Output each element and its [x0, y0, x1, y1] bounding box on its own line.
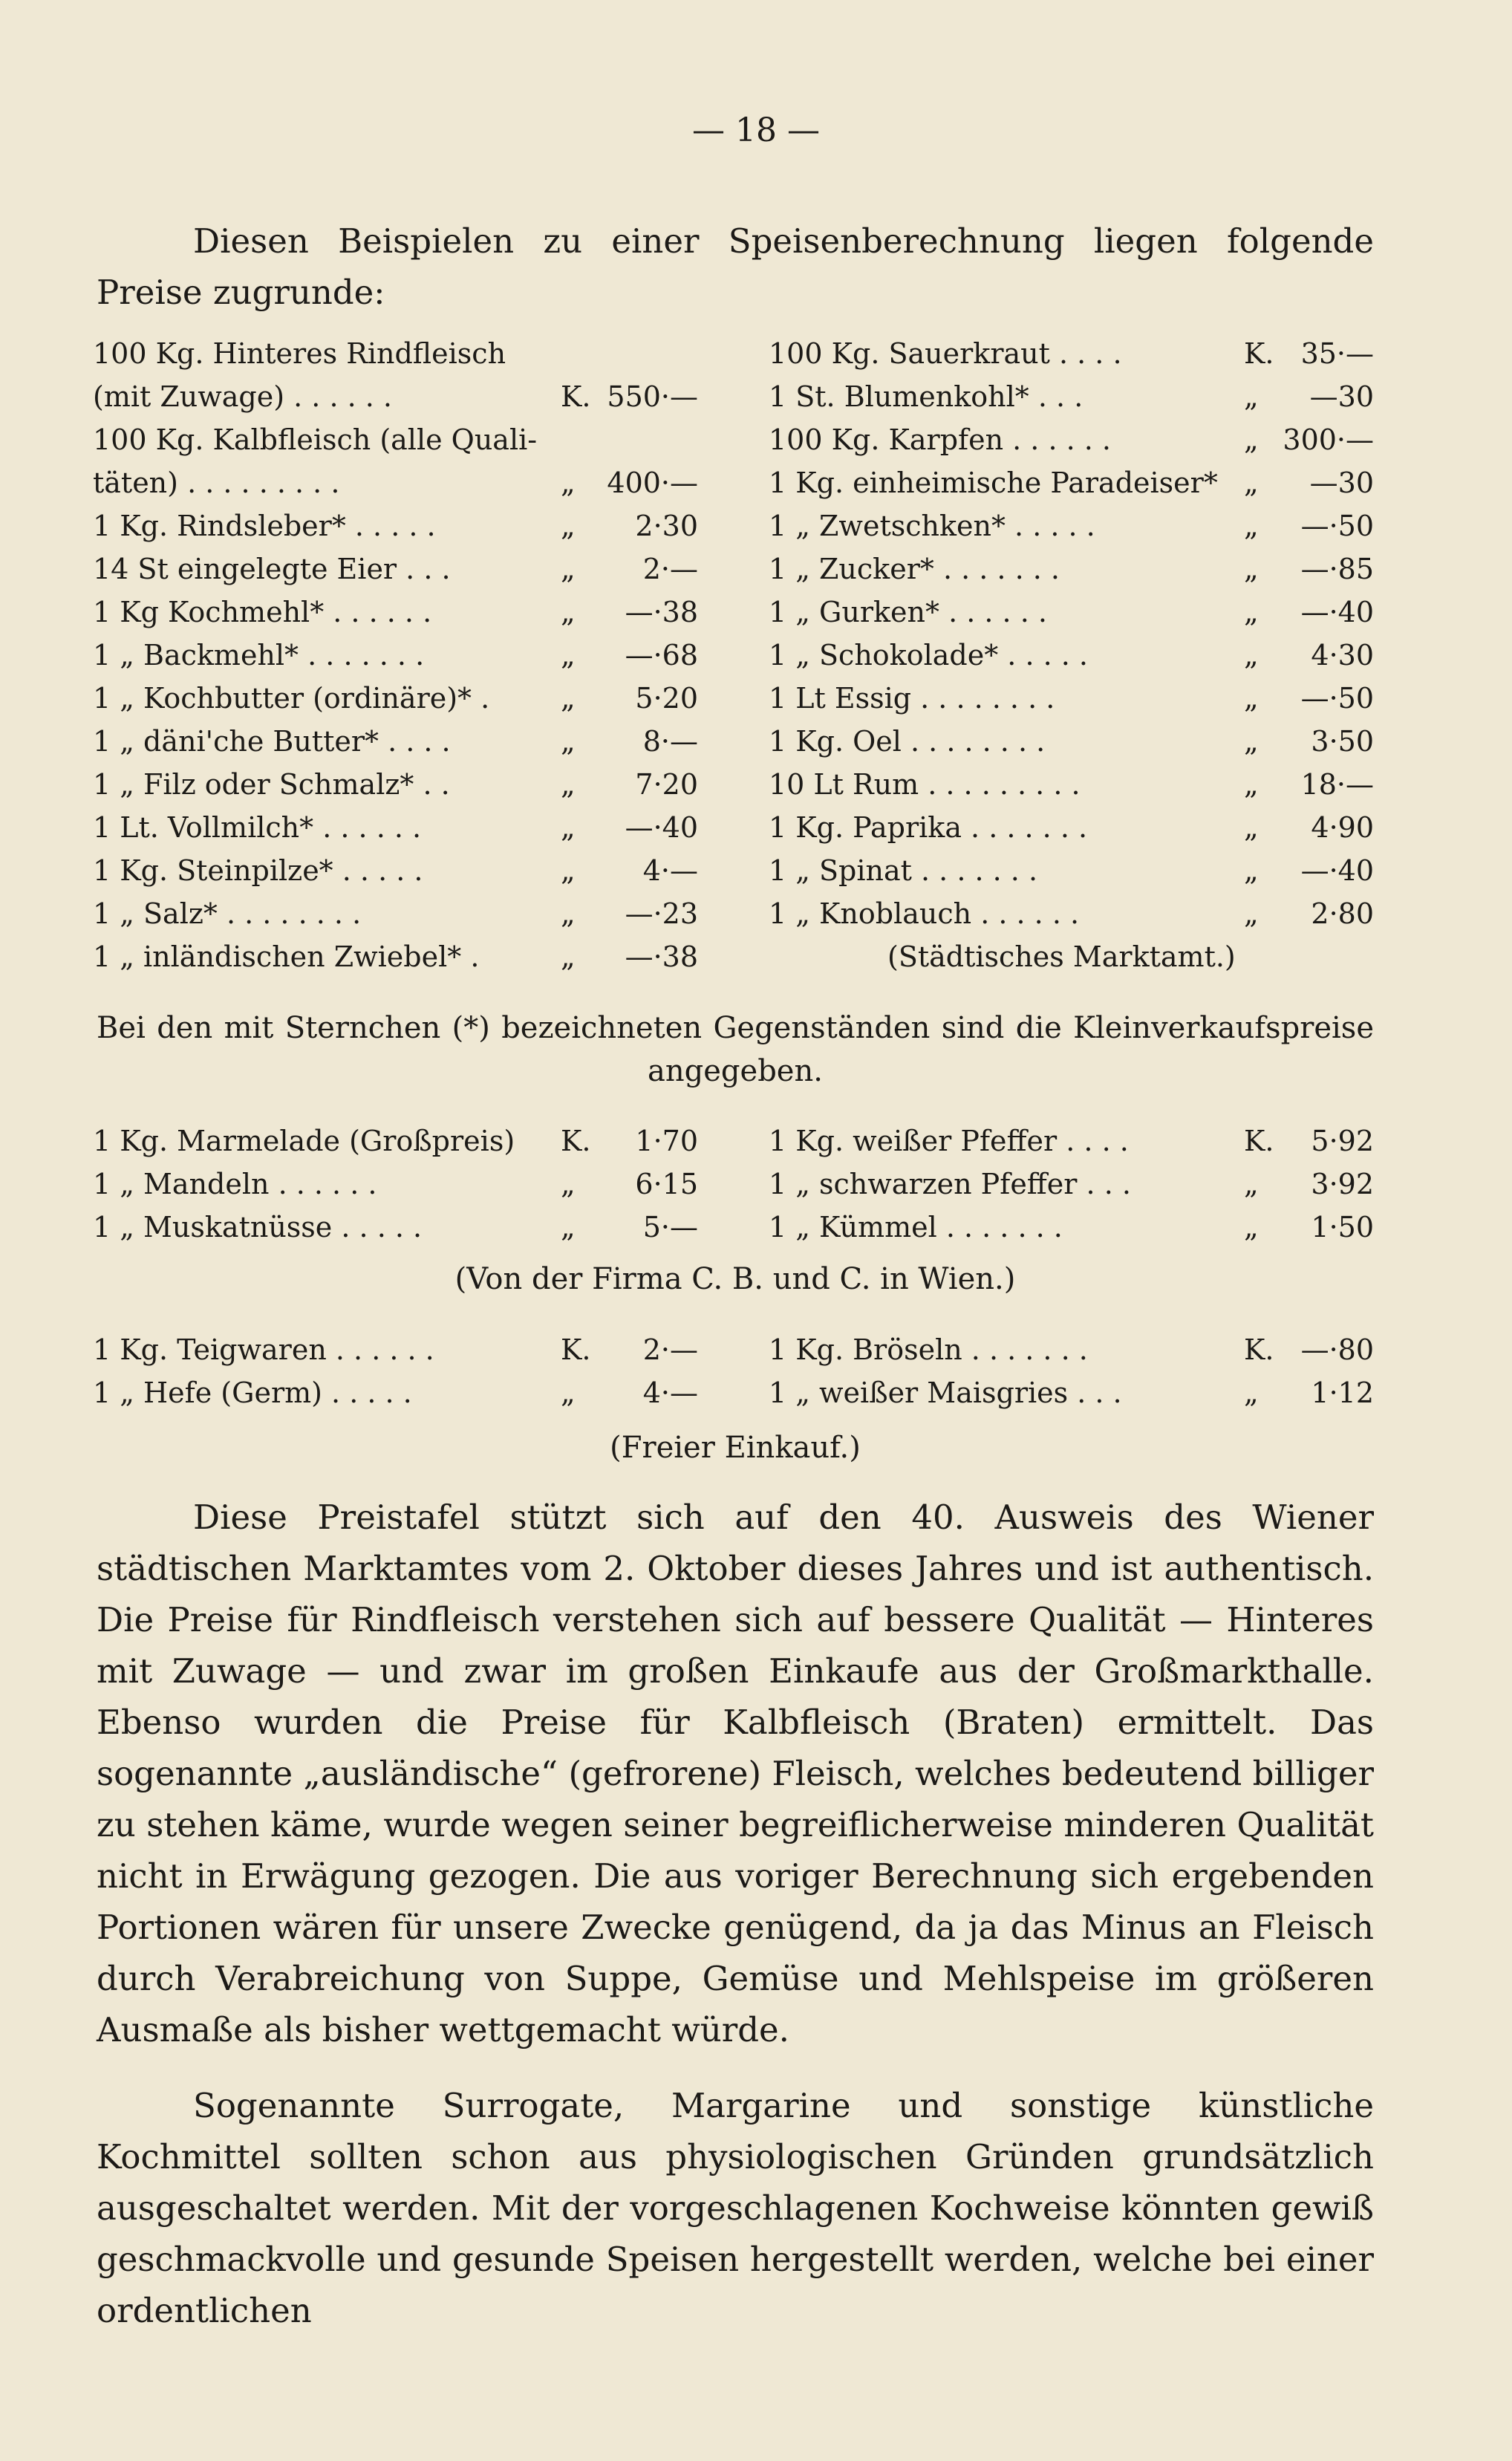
table-row: 1 Kg. Steinpilze* . . . . . „ 4·—: [93, 854, 698, 887]
table-row: 1 Kg. Paprika . . . . . . . „ 4·90: [769, 811, 1374, 844]
body-paragraph: Diese Preistafel stützt sich auf den 40. Ausweis des Wiener städtischen Marktamtes vom 2. Oktober dieses Jahres und ist authentisch. Die Preise für Rindfleisch verstehen sich auf bessere Qualität — Hinteres mit Zuwage — und zwar im großen Einkaufe aus der Großmarkthalle. Ebenso wurden die Preise für Kalbfleisch (Braten) ermittelt. Das sogenannte „ausländische“ (gefrorene) Fleisch, welches bedeutend billiger zu stehen käme, wurde wegen seiner begreiflicherweise minderen Qualität nicht in Erwägung gezogen. Die aus voriger Berechnung sich ergebenden Portionen wären für unsere Zwecke genügend, da ja das Minus an Fleisch durch Verabreichung von Suppe, Gemüse und Mehlspeise im größeren Ausmaße als bisher wettgemacht würde.: [97, 1498, 1374, 2049]
table-row: 1 „ inländischen Zwiebel* . „ —·38: [93, 940, 698, 973]
table-row: 1 Kg. Bröseln . . . . . . . K. —·80: [769, 1333, 1374, 1366]
page-number: — 18 —: [692, 111, 820, 149]
table-row: 100 Kg. Sauerkraut . . . . K. 35·—: [769, 337, 1374, 370]
table-row: 100 Kg. Hinteres Rindfleisch: [93, 337, 506, 370]
table-row: 1 „ Muskatnüsse . . . . . „ 5·—: [93, 1211, 698, 1243]
table-row: 1 „ Hefe (Germ) . . . . . „ 4·—: [93, 1376, 698, 1409]
table-row: 1 „ Filz oder Schmalz* . . „ 7·20: [93, 768, 698, 801]
table-row: 1 „ weißer Maisgries . . . „ 1·12: [769, 1376, 1374, 1409]
table-row: 1 Kg. Rindsleber* . . . . . „ 2·30: [93, 510, 698, 542]
table-row: 1 Lt. Vollmilch* . . . . . . „ —·40: [93, 811, 698, 844]
table-row: 1 „ Kümmel . . . . . . . „ 1·50: [769, 1211, 1374, 1243]
table-row: 1 Kg. Teigwaren . . . . . . K. 2·—: [93, 1333, 698, 1366]
table-row: 1 Kg. Marmelade (Großpreis) K. 1·70: [93, 1125, 698, 1157]
table-row: 14 St eingelegte Eier . . . „ 2·—: [93, 553, 698, 585]
table-row: 1 Lt Essig . . . . . . . . „ —·50: [769, 682, 1374, 715]
table-row: 1 „ Zucker* . . . . . . . „ —·85: [769, 553, 1374, 585]
table-row: 1 „ Knoblauch . . . . . . „ 2·80: [769, 897, 1374, 930]
table-row: 1 St. Blumenkohl* . . . „ —30: [769, 380, 1374, 413]
table-row: 1 „ Schokolade* . . . . . „ 4·30: [769, 639, 1374, 672]
table-row: 10 Lt Rum . . . . . . . . . „ 18·—: [769, 768, 1374, 801]
table-row: 1 Kg. weißer Pfeffer . . . . K. 5·92: [769, 1125, 1374, 1157]
table-source: (Freier Einkauf.): [610, 1431, 861, 1465]
table-row: täten) . . . . . . . . . „ 400·—: [93, 466, 698, 499]
table-row: 1 „ Gurken* . . . . . . „ —·40: [769, 596, 1374, 628]
footnote-line: angegeben.: [648, 1054, 823, 1088]
table-row: 1 „ Kochbutter (ordinäre)* . „ 5·20: [93, 682, 698, 715]
table-source: (Städtisches Marktamt.): [887, 940, 1236, 973]
table-row: 1 „ däni'che Butter* . . . . „ 8·—: [93, 725, 698, 758]
table-row: 1 „ Salz* . . . . . . . . „ —·23: [93, 897, 698, 930]
table-row: (mit Zuwage) . . . . . . K. 550·—: [93, 380, 698, 413]
body-paragraph: Sogenannte Surrogate, Margarine und sonstige künstliche Kochmittel sollten schon aus physiologischen Gründen grundsätzlich ausgeschaltet werden. Mit der vorgeschlagenen Kochweise könnten gewiß geschmackvolle und gesunde Speisen hergestellt werden, welche bei einer ordentlichen: [97, 2086, 1374, 2330]
table-row: 100 Kg. Karpfen . . . . . . „ 300·—: [769, 423, 1374, 456]
table-row: 1 Kg Kochmehl* . . . . . . „ —·38: [93, 596, 698, 628]
table-row: 1 „ Spinat . . . . . . . „ —·40: [769, 854, 1374, 887]
table-row: 1 „ schwarzen Pfeffer . . . „ 3·92: [769, 1168, 1374, 1200]
table-row: 1 „ Mandeln . . . . . . „ 6·15: [93, 1168, 698, 1200]
table-row: 100 Kg. Kalbfleisch (alle Quali-: [93, 423, 538, 456]
table-row: 1 „ Backmehl* . . . . . . . „ —·68: [93, 639, 698, 672]
table-row: 1 Kg. Oel . . . . . . . . „ 3·50: [769, 725, 1374, 758]
table-row: 1 Kg. einheimische Paradeiser* „ —30: [769, 466, 1374, 499]
intro-line: zugrunde:: [212, 273, 385, 312]
table-source: (Von der Firma C. B. und C. in Wien.): [454, 1262, 1016, 1296]
intro-paragraph: [97, 215, 1374, 318]
intro-line: Diesen Beispielen zu einer Speisenberechnung liegen folgende Preise: [97, 221, 1374, 312]
footnote-line: Bei den mit Sternchen (*) bezeichneten Gegenständen sind die Kleinverkaufspreise: [97, 1011, 1374, 1045]
table-row: 1 „ Zwetschken* . . . . . „ —·50: [769, 510, 1374, 542]
